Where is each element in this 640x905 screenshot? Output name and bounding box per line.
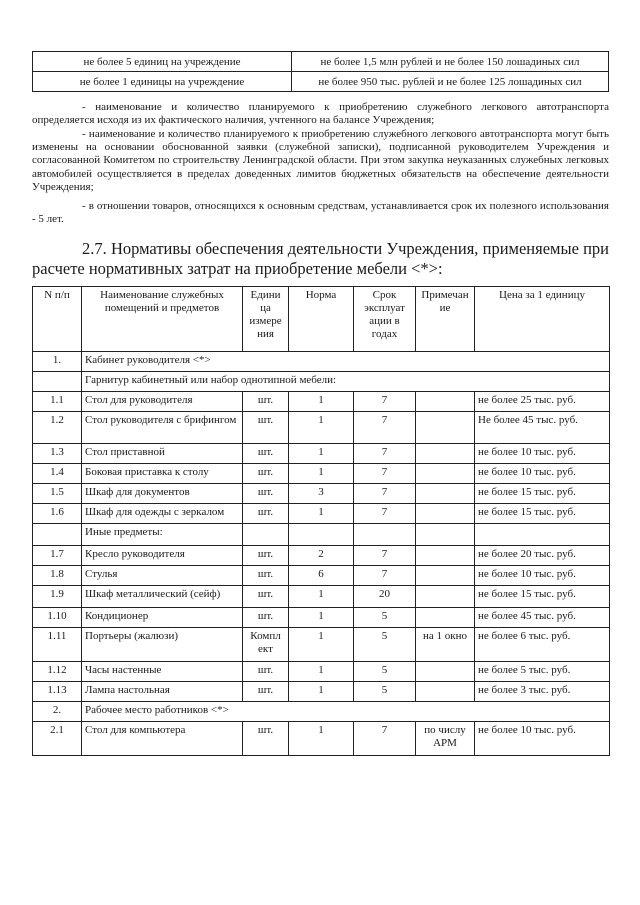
table-row [33,702,610,722]
table-cell-term: 5 [354,608,416,628]
table-cell-unit: шт. [243,546,289,566]
table-cell-num: 1.4 [33,464,82,484]
table-cell-num: 1.1 [33,392,82,412]
table-cell-price: не более 5 тыс. руб. [475,662,610,682]
table-cell-norm: 1 [289,722,354,756]
table-cell-num: 1.7 [33,546,82,566]
table-row [33,628,610,662]
table-body [33,352,610,756]
table-cell-note [416,586,475,608]
table-cell-name: Стол для руководителя [82,392,243,412]
table-cell-name: Часы настенные [82,662,243,682]
table-cell-note: на 1 окно [416,628,475,662]
table-row [33,372,610,392]
table-row [33,72,609,92]
table-cell: не более 5 единиц на учреждение [33,52,292,72]
paragraph: - наименование и количество планируемого к приобретению служебного легкового автотранспорта могут быть изменены на основании обоснованной заявки (служебной записки), подписанной руководителем Учреждения и согласованной Комитетом по строительству Ленинградской области. При этом закупка неуказанных служебных легковых автомобилей осуществляется в пределах доведенных лимитов бюджетных обязательств на обеспечение деятельности Учреждения; [32,128,609,193]
table-cell-section: Гарнитур кабинетный или набор однотипной мебели: [82,372,610,392]
header-norm: Норма [289,287,354,352]
table-cell-note [416,412,475,444]
table-cell-num: 1.12 [33,662,82,682]
table-cell-term: 7 [354,412,416,444]
table-cell-unit: шт. [243,392,289,412]
table-cell-price: не более 10 тыс. руб. [475,722,610,756]
table-cell-num: 1.6 [33,504,82,524]
table-cell-price: не более 20 тыс. руб. [475,546,610,566]
table-cell-note [416,608,475,628]
table-cell-note: по числу АРМ [416,722,475,756]
table-cell-unit [243,524,289,546]
table-row [33,566,610,586]
table-cell-norm: 1 [289,586,354,608]
table-cell-unit: шт. [243,464,289,484]
header-term: Срок эксплуат ации в годах [354,287,416,352]
table-cell-num: 1.11 [33,628,82,662]
table-cell-name: Кондиционер [82,608,243,628]
table-cell-term: 7 [354,392,416,412]
table-cell-note [416,464,475,484]
table-cell-num: 1.5 [33,484,82,504]
table-cell-num: 1. [33,352,82,372]
table-header-row [33,287,610,352]
table-row [33,52,609,72]
table-cell-norm [289,524,354,546]
table-cell-norm: 1 [289,608,354,628]
table-cell-norm: 6 [289,566,354,586]
table-cell: не более 950 тыс. рублей и не более 125 лошадиных сил [292,72,609,92]
table-cell-price: Не более 45 тыс. руб. [475,412,610,444]
header-price: Цена за 1 единицу [475,287,610,352]
table-cell-price: не более 15 тыс. руб. [475,504,610,524]
table-cell-price: не более 45 тыс. руб. [475,608,610,628]
table-cell-term: 7 [354,504,416,524]
table-row [33,352,610,372]
table-cell-term: 7 [354,484,416,504]
table-cell-num: 1.2 [33,412,82,444]
table-cell-note [416,484,475,504]
table-row [33,608,610,628]
table-cell-term: 5 [354,662,416,682]
table-cell-term: 20 [354,586,416,608]
table-cell-name: Стол руководителя с брифингом [82,412,243,444]
table-cell-name: Иные предметы: [82,524,243,546]
table-cell-note [416,392,475,412]
table-cell-note [416,682,475,702]
table-row [33,464,610,484]
table-cell-unit: шт. [243,722,289,756]
table-cell-name: Кресло руководителя [82,546,243,566]
table-cell-term: 5 [354,682,416,702]
header-name: Наименование служебных помещений и предметов [82,287,243,352]
table-cell-norm: 1 [289,464,354,484]
table-cell-unit: шт. [243,566,289,586]
table-cell-price: не более 10 тыс. руб. [475,464,610,484]
table-row [33,682,610,702]
table-cell-name: Боковая приставка к столу [82,464,243,484]
table-cell-price: не более 15 тыс. руб. [475,484,610,504]
table-cell-note [416,662,475,682]
table-cell-num [33,372,82,392]
table-cell-section: Рабочее место работников <*> [82,702,610,722]
table-cell-num: 1.3 [33,444,82,464]
header-number: N п/п [33,287,82,352]
table-cell-name: Стол приставной [82,444,243,464]
table-cell-price [475,524,610,546]
table-cell-price: не более 15 тыс. руб. [475,586,610,608]
table-cell-term: 7 [354,444,416,464]
table-cell-num: 1.8 [33,566,82,586]
table-row [33,524,610,546]
table-cell-norm: 1 [289,682,354,702]
table-cell-num: 1.10 [33,608,82,628]
table-row [33,586,610,608]
table-cell-note [416,444,475,464]
table-cell-note [416,504,475,524]
table-cell-norm: 1 [289,392,354,412]
table-cell-num: 2.1 [33,722,82,756]
table-cell-norm: 1 [289,412,354,444]
table-cell-num [33,524,82,546]
table-cell-section: Кабинет руководителя <*> [82,352,610,372]
table-cell-name: Портьеры (жалюзи) [82,628,243,662]
table-cell-price: не более 10 тыс. руб. [475,566,610,586]
table-cell-price: не более 3 тыс. руб. [475,682,610,702]
table-cell-unit: шт. [243,682,289,702]
furniture-norms-table [32,286,610,756]
table-row [33,444,610,464]
table-cell-unit: шт. [243,662,289,682]
table-cell-num: 1.13 [33,682,82,702]
table-cell-name: Шкаф для документов [82,484,243,504]
table-cell: не более 1,5 млн рублей и не более 150 лошадиных сил [292,52,609,72]
table-cell-note [416,524,475,546]
paragraph: - в отношении товаров, относящихся к основным средствам, устанавливается срок их полезного использования - 5 лет. [32,200,609,226]
table-row [33,722,610,756]
table-cell-term [354,524,416,546]
table-cell-note [416,566,475,586]
table-cell-norm: 1 [289,504,354,524]
table-cell-price: не более 10 тыс. руб. [475,444,610,464]
header-note: Примечан ие [416,287,475,352]
table-cell-term: 5 [354,628,416,662]
table-cell-unit: шт. [243,586,289,608]
table-row [33,412,610,444]
table-cell-term: 7 [354,566,416,586]
table-cell-name: Шкаф для одежды с зеркалом [82,504,243,524]
table-row [33,546,610,566]
table-cell-num: 2. [33,702,82,722]
table-cell-unit: шт. [243,504,289,524]
table-cell-norm: 1 [289,628,354,662]
table-cell-unit: шт. [243,412,289,444]
table-row [33,662,610,682]
table-cell-name: Стол для компьютера [82,722,243,756]
table-cell-unit: шт. [243,608,289,628]
table-cell-name: Стулья [82,566,243,586]
header-unit: Едини ца измере ния [243,287,289,352]
table-cell-price: не более 6 тыс. руб. [475,628,610,662]
table-cell-price: не более 25 тыс. руб. [475,392,610,412]
table-cell-unit: Компл ект [243,628,289,662]
table-cell-term: 7 [354,464,416,484]
table-cell-unit: шт. [243,444,289,464]
table-cell: не более 1 единицы на учреждение [33,72,292,92]
section-heading: 2.7. Нормативы обеспечения деятельности Учреждения, применяемые при расчете нормативных затрат на приобретение мебели <*>: [32,239,609,278]
vehicle-limits-table [32,51,609,92]
table-row [33,392,610,412]
paragraph: - наименование и количество планируемого к приобретению служебного легкового автотранспорта определяется исходя из их фактического наличия, учтенного на балансе Учреждения; [32,101,609,127]
table-cell-norm: 1 [289,662,354,682]
table-row [33,504,610,524]
table-cell-num: 1.9 [33,586,82,608]
table-cell-norm: 2 [289,546,354,566]
table-cell-term: 7 [354,546,416,566]
table-cell-norm: 1 [289,444,354,464]
table-cell-name: Лампа настольная [82,682,243,702]
table-cell-name: Шкаф металлический (сейф) [82,586,243,608]
table-cell-term: 7 [354,722,416,756]
table-cell-note [416,546,475,566]
table-cell-norm: 3 [289,484,354,504]
table-row [33,484,610,504]
table-cell-unit: шт. [243,484,289,504]
